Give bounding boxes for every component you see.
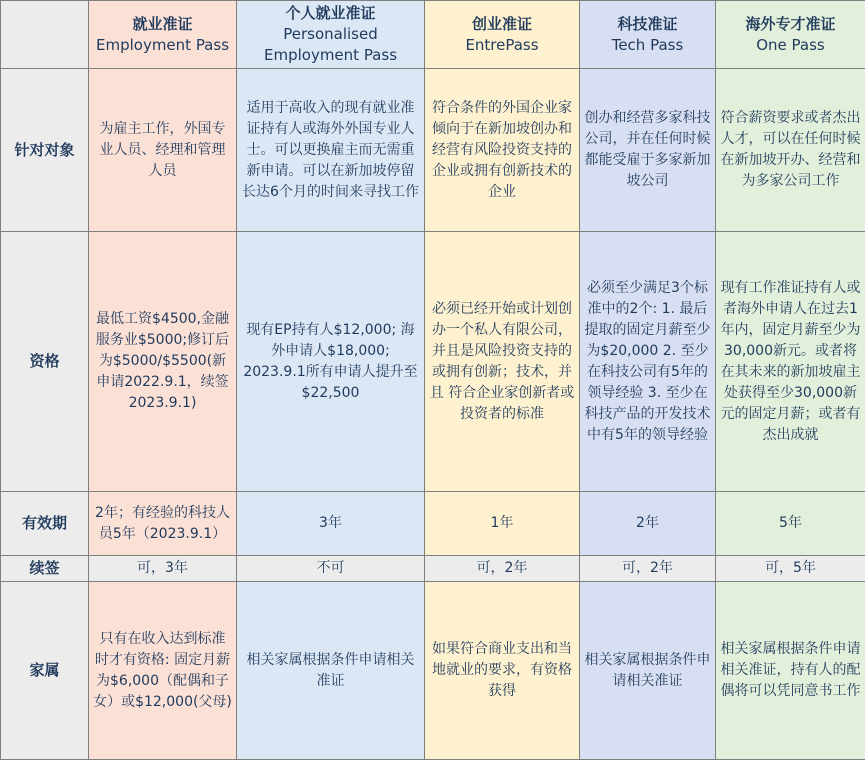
table-row-validity <box>1 492 865 556</box>
cell-eligibility-entrepass: 必须已经开始或计划创办一个私人有限公司，并且是风险投资支持的或拥有创新；技术，并且 符合企业家创新者或投资者的标准 <box>425 232 580 492</box>
row-label-eligibility: 资格 <box>1 232 89 492</box>
row-label-target: 针对对象 <box>1 69 89 232</box>
cell-validity-employment-pass: 2年；有经验的科技人员5年（2023.9.1） <box>89 492 237 556</box>
table-row-target <box>1 69 865 232</box>
column-header-en: Employment Pass <box>93 35 232 56</box>
column-header-cn: 就业准证 <box>93 14 232 35</box>
column-header-en: EntrePass <box>429 35 575 56</box>
cell-validity-personalised-employment-pass: 3年 <box>237 492 425 556</box>
cell-dependants-employment-pass: 只有在收入达到标准时才有资格: 固定月薪为$6,000（配偶和子女）或$12,000(父母) <box>89 582 237 760</box>
cell-eligibility-tech-pass: 必须至少满足3个标准中的2个: 1. 最后提取的固定月薪至少为$20,000 2. 至少在科技公司有5年的领导经验 3. 至少在科技产品的开发技术中有5年的领导经验 <box>580 232 716 492</box>
cell-validity-one-pass: 5年 <box>716 492 865 556</box>
table-row-eligibility <box>1 232 865 492</box>
cell-target-personalised-employment-pass: 适用于高收入的现有就业准证持有人或海外外国专业人士。可以更换雇主而无需重新申请。可以在新加坡停留长达6个月的时间来寻找工作 <box>237 69 425 232</box>
row-label-validity: 有效期 <box>1 492 89 556</box>
cell-validity-entrepass: 1年 <box>425 492 580 556</box>
cell-target-entrepass: 符合条件的外国企业家倾向于在新加坡创办和经营有风险投资支持的企业或拥有创新技术的企业 <box>425 69 580 232</box>
column-header-entrepass <box>425 1 580 69</box>
cell-target-one-pass: 符合薪资要求或者杰出人才，可以在任何时候在新加坡开办、经营和为多家公司工作 <box>716 69 865 232</box>
column-header-cn: 创业准证 <box>429 14 575 35</box>
cell-eligibility-employment-pass: 最低工资$4500,金融服务业$5000;修订后为$5000/$5500(新申请2022.9.1，续签2023.9.1) <box>89 232 237 492</box>
column-header-tech-pass <box>580 1 716 69</box>
column-header-en: Personalised Employment Pass <box>241 24 420 66</box>
cell-renewal-tech-pass: 可，2年 <box>580 556 716 582</box>
row-label-renewal: 续签 <box>1 556 89 582</box>
cell-dependants-entrepass: 如果符合商业支出和当地就业的要求，有资格获得 <box>425 582 580 760</box>
cell-dependants-tech-pass: 相关家属根据条件申请相关准证 <box>580 582 716 760</box>
column-header-one-pass <box>716 1 865 69</box>
cell-eligibility-personalised-employment-pass: 现有EP持有人$12,000; 海外申请人$18,000; 2023.9.1所有申请人提升至$22,500 <box>237 232 425 492</box>
table-row-renewal <box>1 556 865 582</box>
cell-renewal-employment-pass: 可，3年 <box>89 556 237 582</box>
column-header-cn: 科技准证 <box>584 14 711 35</box>
column-header-personalised-employment-pass <box>237 1 425 69</box>
column-header-cn: 海外专才准证 <box>720 14 861 35</box>
cell-target-tech-pass: 创办和经营多家科技公司，并在任何时候都能受雇于多家新加坡公司 <box>580 69 716 232</box>
row-label-dependants: 家属 <box>1 582 89 760</box>
cell-eligibility-one-pass: 现有工作准证持有人或者海外申请人在过去1年内，固定月薪至少为30,000新元。或者将在其未来的新加坡雇主处获得至少30,000新元的固定月薪；或者有杰出成就 <box>716 232 865 492</box>
cell-target-employment-pass: 为雇主工作，外国专业人员、经理和管理人员 <box>89 69 237 232</box>
cell-validity-tech-pass: 2年 <box>580 492 716 556</box>
table-row-dependants <box>1 582 865 760</box>
cell-dependants-personalised-employment-pass: 相关家属根据条件申请相关准证 <box>237 582 425 760</box>
cell-renewal-personalised-employment-pass: 不可 <box>237 556 425 582</box>
column-header-en: One Pass <box>720 35 861 56</box>
cell-renewal-one-pass: 可，5年 <box>716 556 865 582</box>
column-header-en: Tech Pass <box>584 35 711 56</box>
cell-renewal-entrepass: 可，2年 <box>425 556 580 582</box>
cell-dependants-one-pass: 相关家属根据条件申请相关准证，持有人的配偶将可以凭同意书工作 <box>716 582 865 760</box>
header-row <box>1 1 865 69</box>
column-header-cn: 个人就业准证 <box>241 3 420 24</box>
column-header-employment-pass <box>89 1 237 69</box>
corner-cell <box>1 1 89 69</box>
